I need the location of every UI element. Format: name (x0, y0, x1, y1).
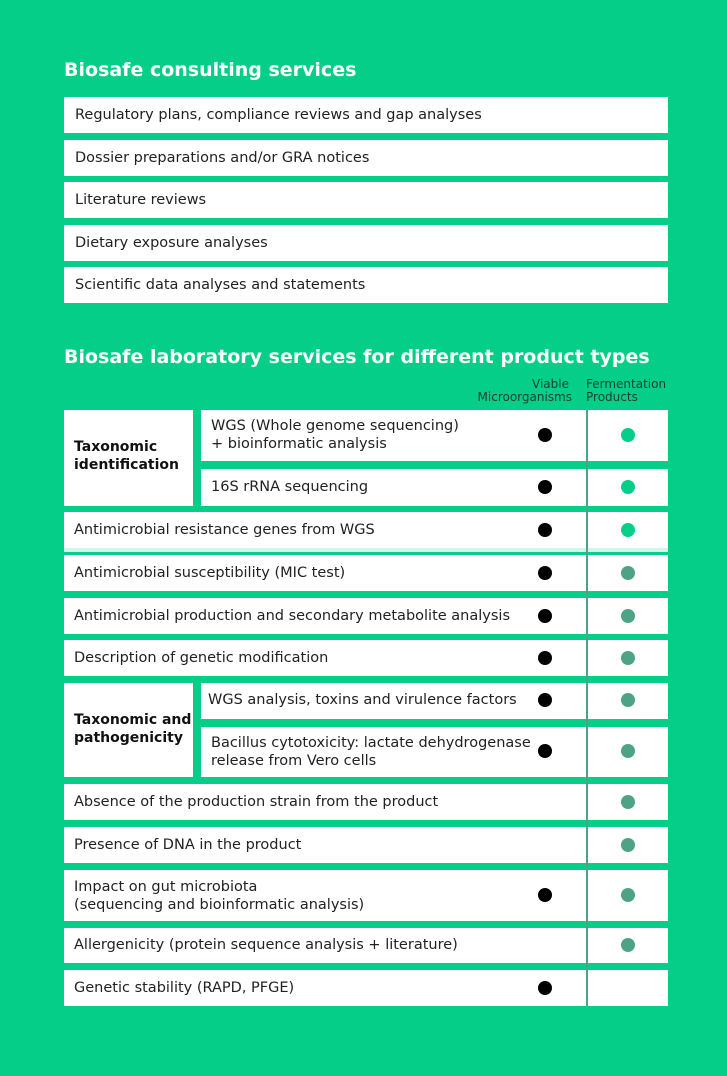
fermentation-cell (588, 727, 668, 777)
table-row-production (64, 598, 586, 634)
fermentation-cell (588, 970, 668, 1006)
fermentation-dot (621, 651, 635, 665)
consulting-item-regulatory: Regulatory plans, compliance reviews and gap analyses (64, 97, 668, 133)
row-label: Description of genetic modification (74, 650, 329, 666)
row-label (74, 878, 364, 914)
row-label (211, 417, 459, 453)
viable-dot (538, 428, 552, 442)
row-label: Presence of DNA in the product (74, 837, 302, 853)
row-label: Allergenicity (protein sequence analysis + literature) (74, 937, 458, 953)
table-row-absence (64, 784, 586, 820)
group-label-line1: Taxonomic and (74, 712, 192, 728)
group-label-line2: identification (74, 457, 179, 473)
group-label-line2: pathogenicity (74, 730, 183, 746)
fermentation-cell (588, 683, 668, 719)
table-row-mic (64, 555, 586, 591)
table-row-gut (64, 870, 586, 921)
fermentation-cell (588, 784, 668, 820)
viable-dot (538, 480, 552, 494)
fermentation-dot (621, 609, 635, 623)
group-label (74, 711, 191, 747)
fermentation-dot (621, 744, 635, 758)
column-header-fermentation-line1: Fermentation (586, 377, 667, 391)
row-label: Antimicrobial resistance genes from WGS (74, 522, 375, 538)
fermentation-cell (588, 555, 668, 591)
consulting-item-dossier: Dossier preparations and/or GRA notices (64, 140, 668, 176)
fermentation-cell (588, 827, 668, 863)
table-row-amr-genes (64, 512, 586, 548)
group-taxonomic-identification (64, 410, 193, 506)
fermentation-dot (621, 795, 635, 809)
row-label-line1: Bacillus cytotoxicity: lactate dehydrogenase (211, 735, 531, 751)
row-label: Antimicrobial production and secondary metabolite analysis (74, 608, 510, 624)
row-label-line1: WGS (Whole genome sequencing) (211, 418, 459, 434)
column-header-fermentation-line2: Products (586, 390, 638, 404)
row-label: Genetic stability (RAPD, PFGE) (74, 980, 295, 996)
table-row-genetic-modification (64, 640, 586, 676)
fermentation-dot (621, 693, 635, 707)
fermentation-cell (588, 512, 668, 548)
group-taxonomic-pathogenicity (64, 683, 193, 777)
viable-dot (538, 651, 552, 665)
row-label (211, 734, 531, 770)
table-row-genetic-stability (64, 970, 586, 1006)
viable-dot (538, 523, 552, 537)
viable-dot (538, 981, 552, 995)
table-row-allergenicity (64, 928, 586, 963)
column-header-viable-line1: Viable (532, 377, 569, 391)
fermentation-cell (588, 928, 668, 963)
fermentation-dot (621, 566, 635, 580)
table-row-16s (201, 469, 586, 506)
consulting-item-dietary: Dietary exposure analyses (64, 225, 668, 261)
viable-dot (538, 693, 552, 707)
fermentation-cell (588, 640, 668, 676)
column-header-fermentation (586, 378, 672, 404)
fermentation-dot (621, 480, 635, 494)
table-row-wgs (201, 410, 586, 461)
fermentation-cell (588, 598, 668, 634)
fermentation-dot (621, 523, 635, 537)
table-row-dna (64, 827, 586, 863)
fermentation-cell (588, 870, 668, 921)
group-label (74, 438, 179, 474)
viable-dot (538, 566, 552, 580)
fermentation-cell (588, 469, 668, 506)
row-label-line2: release from Vero cells (211, 753, 377, 769)
group-label-line1: Taxonomic (74, 439, 158, 455)
row-label-line1: Impact on gut microbiota (74, 879, 258, 895)
column-header-viable (470, 378, 572, 404)
table-row-bacillus (201, 727, 586, 777)
consulting-title: Biosafe consulting services (64, 59, 357, 81)
column-header-viable-line2: Microorganisms (477, 390, 572, 404)
viable-dot (538, 888, 552, 902)
fermentation-dot (621, 888, 635, 902)
consulting-item-scientific: Scientific data analyses and statements (64, 267, 668, 303)
laboratory-title: Biosafe laboratory services for different product types (64, 346, 650, 368)
fermentation-cell (588, 410, 668, 461)
row-label-line2: + bioinformatic analysis (211, 436, 387, 452)
viable-dot (538, 609, 552, 623)
column-divider (586, 410, 588, 1006)
fermentation-dot (621, 938, 635, 952)
consulting-item-literature: Literature reviews (64, 182, 668, 218)
row-label-line2: (sequencing and bioinformatic analysis) (74, 897, 365, 913)
row-label: Antimicrobial susceptibility (MIC test) (74, 565, 346, 581)
fermentation-dot (621, 838, 635, 852)
viable-dot (538, 744, 552, 758)
row-divider (64, 548, 668, 552)
table-row-wgs-toxins (201, 683, 586, 719)
fermentation-dot (621, 428, 635, 442)
row-label: WGS analysis, toxins and virulence factors (208, 692, 517, 708)
row-label: Absence of the production strain from the product (74, 794, 439, 810)
row-label: 16S rRNA sequencing (211, 479, 369, 495)
